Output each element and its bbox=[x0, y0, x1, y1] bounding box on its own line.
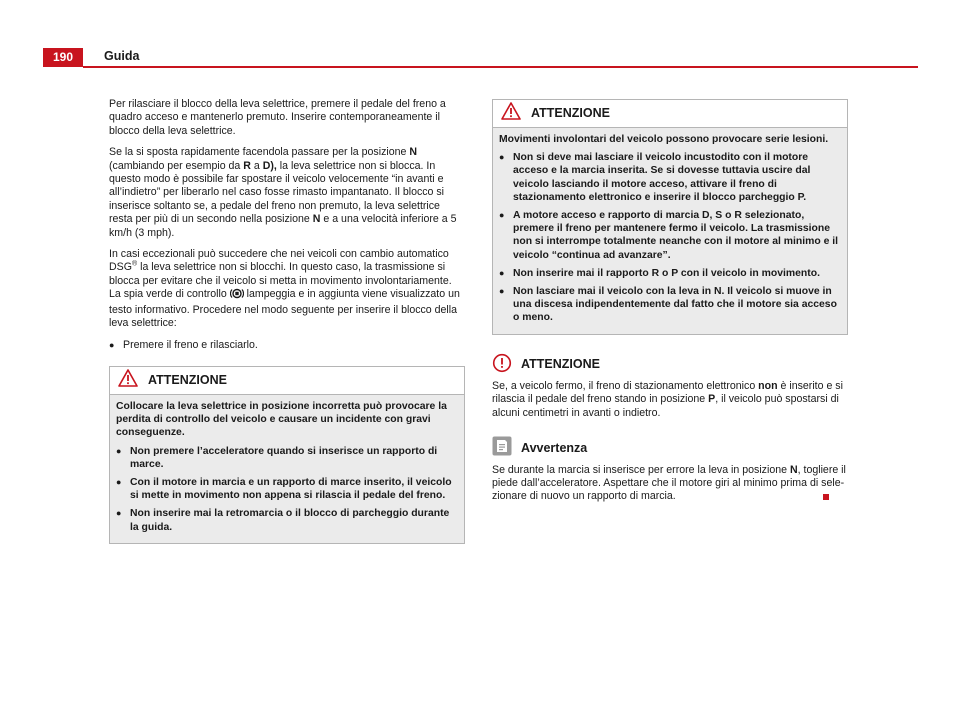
warning-item: ● Non si deve mai lasciare il veicolo incustodito con il motore acceso e la marcia inserita. Se si dovesse tuttavia uscire dal veicolo lasciando il motore acceso, attivare il freno di stazionamento elettronico e inserire il blocco parcheggio P. bbox=[499, 152, 811, 203]
warning-triangle-icon bbox=[118, 369, 138, 391]
left-column bbox=[109, 98, 465, 544]
warning-item: ● A motore acceso e rapporto di marcia D, S o R selezionato, premere il freno per mantenere fermo il veicolo. La trasmissione non si interrompe totalmente neanche con il motore al minimo e il veicolo “continua ad avanzare”. bbox=[499, 210, 839, 261]
warning-title: ATTENZIONE bbox=[148, 372, 227, 387]
end-mark-icon bbox=[823, 494, 829, 500]
warning-title: ATTENZIONE bbox=[531, 105, 610, 120]
warning-intro: Movimenti involontari del veicolo possono provocare serie lesioni. bbox=[499, 134, 829, 145]
right-column bbox=[492, 99, 848, 512]
gear-lamp-icon bbox=[230, 288, 244, 303]
header-rule bbox=[83, 66, 918, 68]
paragraph-dsg: In casi eccezionali può succedere che nei veicoli con cambio automatico DSG® la leva selettrice non si blocchi. In questo caso, la trasmissione si blocca per evitare che il veicolo si metta in movimento involontariamente. La spia verde di controllo lampeggia e in aggiunta viene visualizzato un testo informativo. Procedere nel modo seguente per inserire il blocco della leva selettrice: bbox=[109, 248, 460, 330]
page-number: 190 bbox=[43, 48, 83, 67]
warning-triangle-icon bbox=[501, 102, 521, 124]
warning-intro: Collocare la leva selettrice in posizione incorretta può provocare la perdita di controllo del veicolo e causare un incidente con gravi conseguenze. bbox=[116, 400, 447, 439]
note-icon bbox=[492, 436, 512, 460]
note-title: Avvertenza bbox=[521, 440, 588, 455]
caution-section bbox=[492, 353, 848, 421]
warning-box-right bbox=[492, 99, 848, 335]
warning-item: ● Non inserire mai il rapporto R o P con il veicolo in movimento. bbox=[499, 267, 820, 279]
paragraph-release: Per rilasciare il blocco della leva selettrice, premere il pedale del freno a quadro acceso e mantenerlo premuto. Inserire contemporaneamente il blocco della leva selettrice. bbox=[109, 98, 446, 137]
note-section bbox=[492, 436, 848, 504]
note-text: Se durante la marcia si inserisce per errore la leva in posizione N, togliere il piede dall’acceleratore. Aspettare che il motore giri al minimo prima di selezionare di nuovo un rapporto di marcia. bbox=[492, 463, 846, 503]
caution-title: ATTENZIONE bbox=[521, 357, 600, 372]
warning-item: ● Non lasciare mai il veicolo con la leva in N. Il veicolo si muove in una discesa indipendentemente dal fatto che il motore sia acceso o meno. bbox=[499, 286, 837, 324]
warning-item: ● Non inserire mai la retromarcia o il blocco di parcheggio durante la guida. bbox=[116, 508, 450, 533]
caution-text: Se, a veicolo fermo, il freno di stazionamento elettronico non è inserito e si rilascia il pedale del freno stando in posizione P, il veicolo può spostarsi di alcuni centimetri in avanti o indietro. bbox=[492, 380, 843, 419]
warning-item: ● Con il motore in marcia e un rapporto di marce inserito, il veicolo si mette in movimento non appena si rilascia il pedale del freno. bbox=[116, 476, 452, 502]
list-item: ● Premere il freno e rilasciarlo. bbox=[109, 338, 258, 351]
warning-box-left bbox=[109, 366, 465, 544]
caution-circle-icon bbox=[492, 353, 512, 377]
paragraph-rocking: Se la si sposta rapidamente facendola passare per la posizione N (cambiando per esempio da R a D), la leva selettrice non si blocca. In questo modo è possibile far spostare il veicolo velocemente “in avanti e all’indietro” per liberarlo nel caso fosse rimasto impantanato. Il blocco si inserisce soltanto se, a pedale del freno non premuto, la leva selettrice resta per più di un secondo nella posizione N e a una velocità inferiore a 5 km/h (3 mph). bbox=[109, 146, 457, 239]
section-title: Guida bbox=[104, 49, 140, 63]
warning-item: ● Non premere l’acceleratore quando si inserisce un rapporto di marce. bbox=[116, 445, 438, 470]
